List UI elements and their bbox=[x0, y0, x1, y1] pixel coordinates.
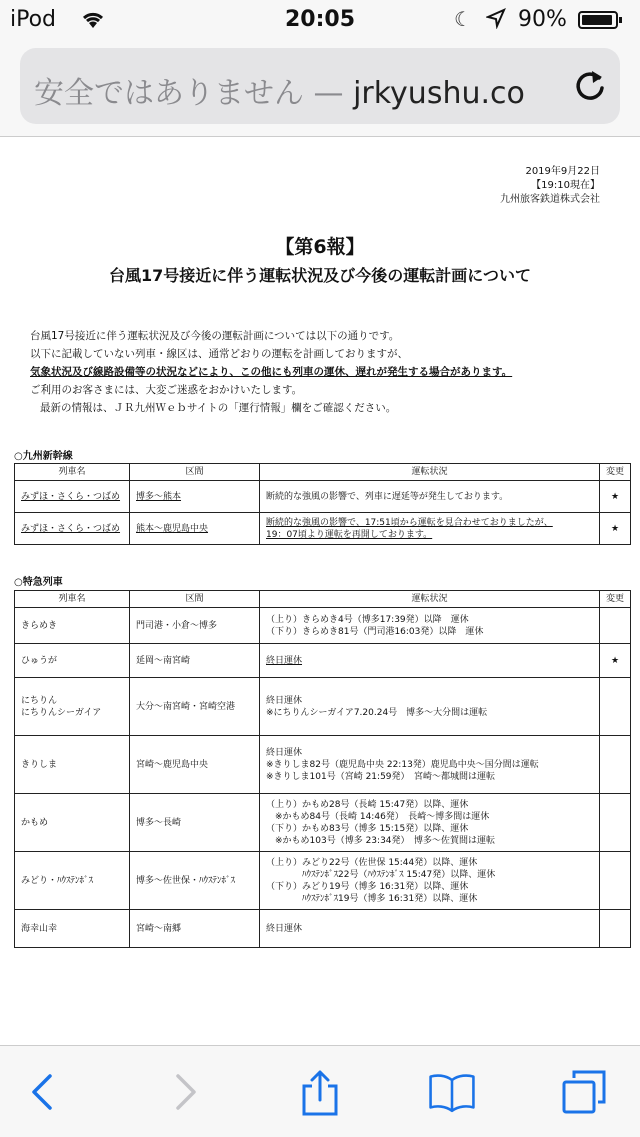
section-title-express: ○特急列車 bbox=[14, 577, 63, 588]
intro-line: 以下に記載していない列車・線区は、通常どおりの運転を計画しておりますが、 bbox=[30, 348, 408, 360]
change-mark bbox=[600, 910, 631, 948]
doc-header bbox=[500, 165, 600, 207]
operation-status: （上り）きらめき4号（博多17:39発）以降 運休 （下り）きらめき81号（門司港16:03発）以降 運休 bbox=[260, 608, 600, 644]
change-mark bbox=[600, 794, 631, 852]
intro-line: 最新の情報は、ＪＲ九州Ｗｅｂサイトの「運行情報」欄をご確認ください。 bbox=[40, 402, 397, 414]
route-section: 大分～南宮崎・宮崎空港 bbox=[130, 678, 260, 736]
change-mark: ★ bbox=[600, 644, 631, 678]
train-name: みずほ・さくら・つばめ bbox=[15, 481, 130, 513]
col-header-status: 運転状況 bbox=[260, 464, 600, 481]
bottom-toolbar bbox=[0, 1045, 640, 1137]
change-mark: ★ bbox=[600, 513, 631, 545]
back-icon[interactable] bbox=[20, 1068, 68, 1116]
operation-status: （上り）みどり22号（佐世保 15:44発）以降、運休 ﾊｳｽﾃﾝﾎﾞｽ22号（ﾊｳｽﾃﾝﾎﾞｽ 15:47発）以降、運休 （下り）みどり19号（博多 16:31発）以降、運休 ﾊｳｽﾃﾝﾎﾞｽ19号（博多 16:31発）以降、運休 bbox=[260, 852, 600, 910]
table-row bbox=[15, 852, 631, 910]
bookmarks-icon[interactable] bbox=[428, 1068, 476, 1116]
operation-status: 終日運休 bbox=[260, 644, 600, 678]
url-host: jrkyushu.co bbox=[353, 76, 525, 111]
change-mark: ★ bbox=[600, 481, 631, 513]
forward-icon[interactable] bbox=[160, 1068, 208, 1116]
route-section: 宮崎～鹿児島中央 bbox=[130, 736, 260, 794]
address-bar[interactable] bbox=[20, 48, 620, 124]
share-icon[interactable] bbox=[296, 1068, 344, 1116]
change-mark bbox=[600, 736, 631, 794]
carrier-label: iPod bbox=[10, 7, 57, 32]
report-number: 【第6報】 bbox=[275, 236, 365, 258]
operation-status: 断続的な強風の影響で、17:51頃から運転を見合わせておりましたが、 19：07頃より運転を再開しております。 bbox=[260, 513, 600, 545]
col-header-change: 変更 bbox=[600, 591, 631, 608]
location-icon bbox=[486, 7, 506, 29]
intro-line: 台風17号接近に伴う運転状況及び今後の運転計画については以下の通りです。 bbox=[30, 330, 400, 342]
tabs-icon[interactable] bbox=[560, 1068, 608, 1116]
route-section: 熊本～鹿児島中央 bbox=[130, 513, 260, 545]
document-page bbox=[0, 137, 640, 1045]
doc-company: 九州旅客鉄道株式会社 bbox=[500, 194, 600, 205]
operation-status: 断続的な強風の影響で、列車に遅延等が発生しております。 bbox=[260, 481, 600, 513]
col-header-section: 区間 bbox=[130, 464, 260, 481]
col-header-change: 変更 bbox=[600, 464, 631, 481]
change-mark bbox=[600, 678, 631, 736]
route-section: 宮崎～南郷 bbox=[130, 910, 260, 948]
train-name: 海幸山幸 bbox=[15, 910, 130, 948]
intro-text bbox=[30, 327, 512, 417]
train-name: ひゅうが bbox=[15, 644, 130, 678]
clock: 20:05 bbox=[284, 7, 356, 32]
table-row bbox=[15, 644, 631, 678]
table-row bbox=[15, 678, 631, 736]
operation-status: 終日運休 bbox=[260, 910, 600, 948]
route-section: 門司港・小倉～博多 bbox=[130, 608, 260, 644]
train-name: みずほ・さくら・つばめ bbox=[15, 513, 130, 545]
change-mark bbox=[600, 852, 631, 910]
doc-date: 2019年9月22日 bbox=[525, 166, 600, 177]
operation-status: （上り）かもめ28号（長崎 15:47発）以降、運休 ※かもめ84号（長崎 14:46発） 長崎～博多間は運休 （下り）かもめ83号（博多 15:15発）以降、運休 ※かもめ103号（博多 23:34発） 博多～佐賀間は運転 bbox=[260, 794, 600, 852]
doc-time: 【19:10現在】 bbox=[531, 180, 600, 191]
section-title-shinkansen: ○九州新幹線 bbox=[14, 451, 73, 462]
route-section: 博多～長崎 bbox=[130, 794, 260, 852]
intro-line-emphasis: 気象状況及び線路設備等の状況などにより、この他にも列車の運休、遅れが発生する場合があります。 bbox=[30, 366, 513, 378]
report-title: 台風17号接近に伴う運転状況及び今後の運転計画について bbox=[109, 266, 531, 285]
col-header-status: 運転状況 bbox=[260, 591, 600, 608]
battery-percent: 90% bbox=[518, 7, 567, 32]
train-name: みどり・ﾊｳｽﾃﾝﾎﾞｽ bbox=[15, 852, 130, 910]
table-row bbox=[15, 736, 631, 794]
express-table bbox=[14, 590, 631, 948]
browser-header bbox=[0, 40, 640, 137]
battery-icon bbox=[578, 11, 618, 29]
train-name: きらめき bbox=[15, 608, 130, 644]
col-header-train: 列車名 bbox=[15, 591, 130, 608]
table-row bbox=[15, 513, 631, 545]
route-section: 博多～佐世保・ﾊｳｽﾃﾝﾎﾞｽ bbox=[130, 852, 260, 910]
reload-icon[interactable] bbox=[572, 68, 608, 104]
address-text[interactable] bbox=[34, 68, 574, 112]
operation-status: 終日運休 ※にちりんシーガイア7.20.24号 博多～大分間は運転 bbox=[260, 678, 600, 736]
train-name: きりしま bbox=[15, 736, 130, 794]
security-warning: 安全ではありません — bbox=[34, 76, 354, 111]
col-header-section: 区間 bbox=[130, 591, 260, 608]
operation-status: 終日運休 ※きりしま82号（鹿児島中央 22:13発）鹿児島中央～国分間は運転 ※きりしま101号（宮崎 21:59発） 宮崎～都城間は運転 bbox=[260, 736, 600, 794]
train-name: にちりん にちりんシーガイア bbox=[15, 678, 130, 736]
table-row bbox=[15, 794, 631, 852]
status-bar bbox=[0, 0, 640, 40]
intro-line: ご利用のお客さまには、大変ご迷惑をおかけいたします。 bbox=[30, 384, 303, 396]
table-row bbox=[15, 910, 631, 948]
col-header-train: 列車名 bbox=[15, 464, 130, 481]
route-section: 延岡～南宮崎 bbox=[130, 644, 260, 678]
table-row bbox=[15, 481, 631, 513]
route-section: 博多～熊本 bbox=[130, 481, 260, 513]
shinkansen-table bbox=[14, 463, 631, 545]
do-not-disturb-icon: ☾ bbox=[454, 7, 472, 31]
table-row bbox=[15, 608, 631, 644]
change-mark bbox=[600, 608, 631, 644]
train-name: かもめ bbox=[15, 794, 130, 852]
